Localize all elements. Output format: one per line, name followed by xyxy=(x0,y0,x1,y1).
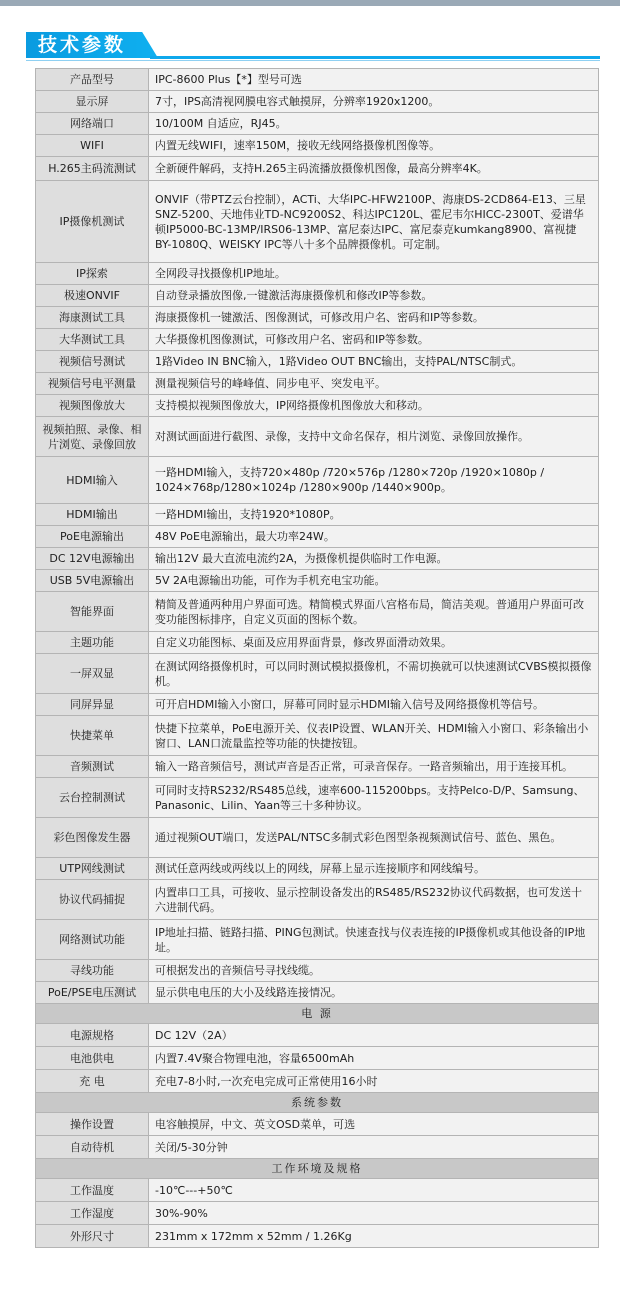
spec-label: HDMI输出 xyxy=(36,504,149,526)
spec-label: WIFI xyxy=(36,135,149,157)
spec-value: 充电7-8小时,一次充电完成可正常使用16小时 xyxy=(149,1070,599,1093)
spec-label: 极速ONVIF xyxy=(36,285,149,307)
spec-row xyxy=(36,982,599,1004)
spec-value: 231mm x 172mm x 52mm / 1.26Kg xyxy=(149,1225,599,1248)
spec-row xyxy=(36,592,599,632)
spec-value: 输出12V 最大直流电流约2A，为摄像机提供临时工作电源。 xyxy=(149,548,599,570)
spec-row xyxy=(36,716,599,756)
spec-row xyxy=(36,113,599,135)
spec-label: USB 5V电源输出 xyxy=(36,570,149,592)
spec-label: HDMI输入 xyxy=(36,457,149,504)
spec-label: DC 12V电源输出 xyxy=(36,548,149,570)
spec-label: 主题功能 xyxy=(36,632,149,654)
spec-label: 视频信号电平测量 xyxy=(36,373,149,395)
spec-label: 外形尺寸 xyxy=(36,1225,149,1248)
spec-label: 寻线功能 xyxy=(36,960,149,982)
spec-value: 在测试网络摄像机时，可以同时测试模拟摄像机，不需切换就可以快速测试CVBS模拟摄像机。 xyxy=(149,654,599,694)
spec-row xyxy=(36,1225,599,1248)
spec-label: IP探索 xyxy=(36,263,149,285)
spec-label: UTP网线测试 xyxy=(36,858,149,880)
spec-value: 快捷下拉菜单，PoE电源开关、仪表IP设置、WLAN开关、HDMI输入小窗口、彩条输出小窗口、LAN口流量监控等功能的快捷按钮。 xyxy=(149,716,599,756)
spec-row xyxy=(36,1202,599,1225)
spec-value: 对测试画面进行截图、录像，支持中文命名保存，相片浏览、录像回放操作。 xyxy=(149,417,599,457)
spec-value: 大华摄像机图像测试，可修改用户名、密码和IP等参数。 xyxy=(149,329,599,351)
spec-row xyxy=(36,1136,599,1159)
spec-value: 10/100M 自适应，RJ45。 xyxy=(149,113,599,135)
spec-value: 输入一路音频信号，测试声音是否正常，可录音保存。一路音频输出，用于连接耳机。 xyxy=(149,756,599,778)
spec-value: 全网段寻找摄像机IP地址。 xyxy=(149,263,599,285)
spec-label: 操作设置 xyxy=(36,1113,149,1136)
page-title: 技术参数 xyxy=(38,34,127,56)
spec-value: 内置串口工具，可接收、显示控制设备发出的RS485/RS232协议代码数据，也可发送十六进制代码。 xyxy=(149,880,599,920)
spec-value: DC 12V（2A） xyxy=(149,1024,599,1047)
spec-row xyxy=(36,920,599,960)
spec-row xyxy=(36,1113,599,1136)
spec-label: 协议代码捕捉 xyxy=(36,880,149,920)
spec-row xyxy=(36,1070,599,1093)
spec-label: 网络测试功能 xyxy=(36,920,149,960)
spec-row xyxy=(36,91,599,113)
spec-label: 大华测试工具 xyxy=(36,329,149,351)
section-title: 工作环境及规格 xyxy=(36,1159,599,1179)
spec-label: 海康测试工具 xyxy=(36,307,149,329)
section-header-system xyxy=(36,1093,599,1113)
spec-row xyxy=(36,818,599,858)
spec-row xyxy=(36,654,599,694)
spec-value: 一路HDMI输出，支持1920*1080P。 xyxy=(149,504,599,526)
spec-label: 智能界面 xyxy=(36,592,149,632)
spec-row xyxy=(36,351,599,373)
section-title: 电 源 xyxy=(36,1004,599,1024)
section-banner xyxy=(0,26,620,66)
spec-value: 可同时支持RS232/RS485总线，速率600-115200bps。支持Pelco-D/P、Samsung、Panasonic、Lilin、Yaan等三十多种协议。 xyxy=(149,778,599,818)
spec-label: 音频测试 xyxy=(36,756,149,778)
spec-label: 视频图像放大 xyxy=(36,395,149,417)
spec-row xyxy=(36,1047,599,1070)
spec-value: IPC-8600 Plus【*】型号可选 xyxy=(149,69,599,91)
spec-row xyxy=(36,135,599,157)
spec-label: 视频拍照、录像、相片浏览、录像回放 xyxy=(36,417,149,457)
spec-label: 电池供电 xyxy=(36,1047,149,1070)
spec-label: 电源规格 xyxy=(36,1024,149,1047)
spec-value: 48V PoE电源输出，最大功率24W。 xyxy=(149,526,599,548)
spec-value: 测量视频信号的峰峰值、同步电平、突发电平。 xyxy=(149,373,599,395)
spec-row xyxy=(36,526,599,548)
spec-label: 充 电 xyxy=(36,1070,149,1093)
spec-row xyxy=(36,632,599,654)
spec-row xyxy=(36,181,599,263)
spec-row xyxy=(36,69,599,91)
spec-row xyxy=(36,858,599,880)
spec-row xyxy=(36,1024,599,1047)
spec-label: PoE/PSE电压测试 xyxy=(36,982,149,1004)
banner-thin-line xyxy=(26,60,600,61)
spec-row xyxy=(36,694,599,716)
spec-value: IP地址扫描、链路扫描、PING包测试。快速查找与仪表连接的IP摄像机或其他设备的IP地址。 xyxy=(149,920,599,960)
section-title: 系统参数 xyxy=(36,1093,599,1113)
spec-label: 工作温度 xyxy=(36,1179,149,1202)
spec-row xyxy=(36,373,599,395)
section-header-environment xyxy=(36,1159,599,1179)
spec-label: 一屏双显 xyxy=(36,654,149,694)
spec-label: PoE电源输出 xyxy=(36,526,149,548)
spec-value: 内置7.4V聚合物锂电池，容量6500mAh xyxy=(149,1047,599,1070)
spec-value: 自动登录播放图像,一键激活海康摄像机和修改IP等参数。 xyxy=(149,285,599,307)
spec-value: 30%-90% xyxy=(149,1202,599,1225)
spec-value: 7寸，IPS高清视网膜电容式触摸屏，分辨率1920x1200。 xyxy=(149,91,599,113)
spec-value: 电容触摸屏，中文、英文OSD菜单，可选 xyxy=(149,1113,599,1136)
spec-label: 工作湿度 xyxy=(36,1202,149,1225)
spec-value: 5V 2A电源输出功能，可作为手机充电宝功能。 xyxy=(149,570,599,592)
spec-value: 关闭/5-30分钟 xyxy=(149,1136,599,1159)
spec-value: 1路Video IN BNC输入，1路Video OUT BNC输出，支持PAL/NTSC制式。 xyxy=(149,351,599,373)
spec-label: 产品型号 xyxy=(36,69,149,91)
spec-label: IP摄像机测试 xyxy=(36,181,149,263)
spec-label: 快捷菜单 xyxy=(36,716,149,756)
spec-value: 可开启HDMI输入小窗口，屏幕可同时显示HDMI输入信号及网络摄像机等信号。 xyxy=(149,694,599,716)
spec-label: H.265主码流测试 xyxy=(36,157,149,181)
spec-row xyxy=(36,329,599,351)
spec-label: 显示屏 xyxy=(36,91,149,113)
spec-value: 显示供电电压的大小及线路连接情况。 xyxy=(149,982,599,1004)
spec-value: 自定义功能图标、桌面及应用界面背景，修改界面滑动效果。 xyxy=(149,632,599,654)
banner-underline xyxy=(150,56,600,59)
spec-label: 自动待机 xyxy=(36,1136,149,1159)
spec-value: 支持模拟视频图像放大，IP网络摄像机图像放大和移动。 xyxy=(149,395,599,417)
spec-row xyxy=(36,570,599,592)
spec-row xyxy=(36,548,599,570)
spec-value: 可根据发出的音频信号寻找线缆。 xyxy=(149,960,599,982)
section-header-power xyxy=(36,1004,599,1024)
spec-value: 精简及普通两种用户界面可选。精简模式界面八宫格布局，简洁美观。普通用户界面可改变功能图标排序，自定义页面的图标个数。 xyxy=(149,592,599,632)
spec-value: 测试任意两线或两线以上的网线，屏幕上显示连接顺序和网线编号。 xyxy=(149,858,599,880)
spec-row xyxy=(36,880,599,920)
spec-row xyxy=(36,1179,599,1202)
spec-value: 通过视频OUT端口，发送PAL/NTSC多制式彩色图型条视频测试信号、蓝色、黑色。 xyxy=(149,818,599,858)
spec-value: -10℃---+50℃ xyxy=(149,1179,599,1202)
spec-row xyxy=(36,504,599,526)
spec-row xyxy=(36,778,599,818)
spec-label: 视频信号测试 xyxy=(36,351,149,373)
spec-value: 内置无线WIFI，速率150M，接收无线网络摄像机图像等。 xyxy=(149,135,599,157)
spec-row xyxy=(36,285,599,307)
spec-label: 彩色图像发生器 xyxy=(36,818,149,858)
spec-row xyxy=(36,457,599,504)
spec-value: 一路HDMI输入，支持720×480p /720×576p /1280×720p /1920×1080p / 1024×768p/1280×1024p /1280×900p /1440×900p。 xyxy=(149,457,599,504)
spec-value: 全新硬件解码，支持H.265主码流播放摄像机图像，最高分辨率4K。 xyxy=(149,157,599,181)
spec-row xyxy=(36,417,599,457)
spec-label: 网络端口 xyxy=(36,113,149,135)
spec-row xyxy=(36,263,599,285)
spec-row xyxy=(36,756,599,778)
spec-label: 同屏异显 xyxy=(36,694,149,716)
top-border-line xyxy=(0,0,620,6)
spec-value: 海康摄像机一键激活、图像测试，可修改用户名、密码和IP等参数。 xyxy=(149,307,599,329)
spec-table xyxy=(35,68,599,1248)
spec-row xyxy=(36,960,599,982)
spec-label: 云台控制测试 xyxy=(36,778,149,818)
spec-row xyxy=(36,157,599,181)
spec-row xyxy=(36,395,599,417)
spec-row xyxy=(36,307,599,329)
spec-value: ONVIF（带PTZ云台控制），ACTi、大华IPC-HFW2100P、海康DS-2CD864-E13、三星SNZ-5200、天地伟业TD-NC9200S2、科达IPC120L、霍尼韦尔HICC-2300T、爱谱华顿IP5000-BC-13MP/IRS06-13MP、富尼泰达IPC、富尼泰克kumkang8900、富视捷BY-1080Q、WEISKY IPC等八十多个品牌摄像机。可定制。 xyxy=(149,181,599,263)
